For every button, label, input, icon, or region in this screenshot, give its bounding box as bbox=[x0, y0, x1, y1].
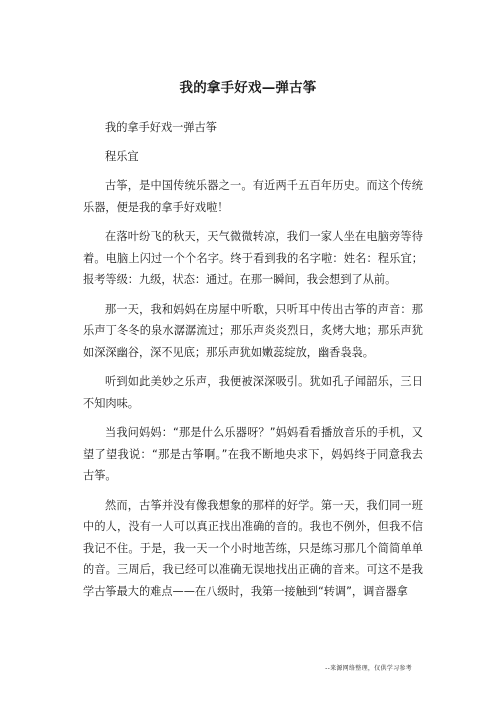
document-title: 我的拿手好戏—弹古筝 bbox=[179, 80, 317, 96]
paragraph: 然而，古筝并没有像我想象的那样的好学。第一天，我们同一班中的人，没有一人可以真正找出准确的音的。我也不例外，但我不信我记不住。于是，我一天一个小时地苦练，只是练习那几个简简单单的音。三周后，我已经可以准确无误地找出正确的音来。可这不是我学古筝最大的难点——在八级时，我第一接触到“转调”，调音器拿 bbox=[83, 498, 423, 598]
footer-note: --来源网络整理，仅供学习参考 bbox=[325, 665, 412, 672]
paragraph: 当我问妈妈：“那是什么乐器呀？”妈妈看看播放音乐的手机，又望了望我说：“那是古筝啊。”在我不断地央求下，妈妈终于同意我去古筝。 bbox=[83, 426, 423, 482]
paragraph-subtitle: 我的拿手好戏一弹古筝 bbox=[105, 121, 217, 134]
paragraph: 在落叶纷飞的秋天，天气微微转凉，我们一家人坐在电脑旁等待着。电脑上闪过一个个名字。终于看到我的名字啦：姓名：程乐宜；报考等级：九级，状态：通过。在那一瞬间，我会想到了从前。 bbox=[83, 230, 423, 286]
paragraph: 古筝，是中国传统乐器之一。有近两千五百年历史。而这个传统乐器，便是我的拿手好戏啦！ bbox=[83, 179, 423, 214]
paragraph-author: 程乐宜 bbox=[105, 149, 139, 163]
paragraph: 那一天，我和妈妈在房屋中听歌，只听耳中传出古筝的声音：那乐声丁冬冬的泉水潺潺流过；那乐声炎炎烈日，炙烤大地；那乐声犹如深深幽谷，深不见底；那乐声犹如嫩蕊绽放，幽香袅袅。 bbox=[83, 302, 423, 359]
paragraph: 听到如此美妙之乐声，我便被深深吸引。犹如孔子闻韶乐，三日不知肉味。 bbox=[83, 375, 423, 410]
document-body bbox=[83, 117, 423, 610]
